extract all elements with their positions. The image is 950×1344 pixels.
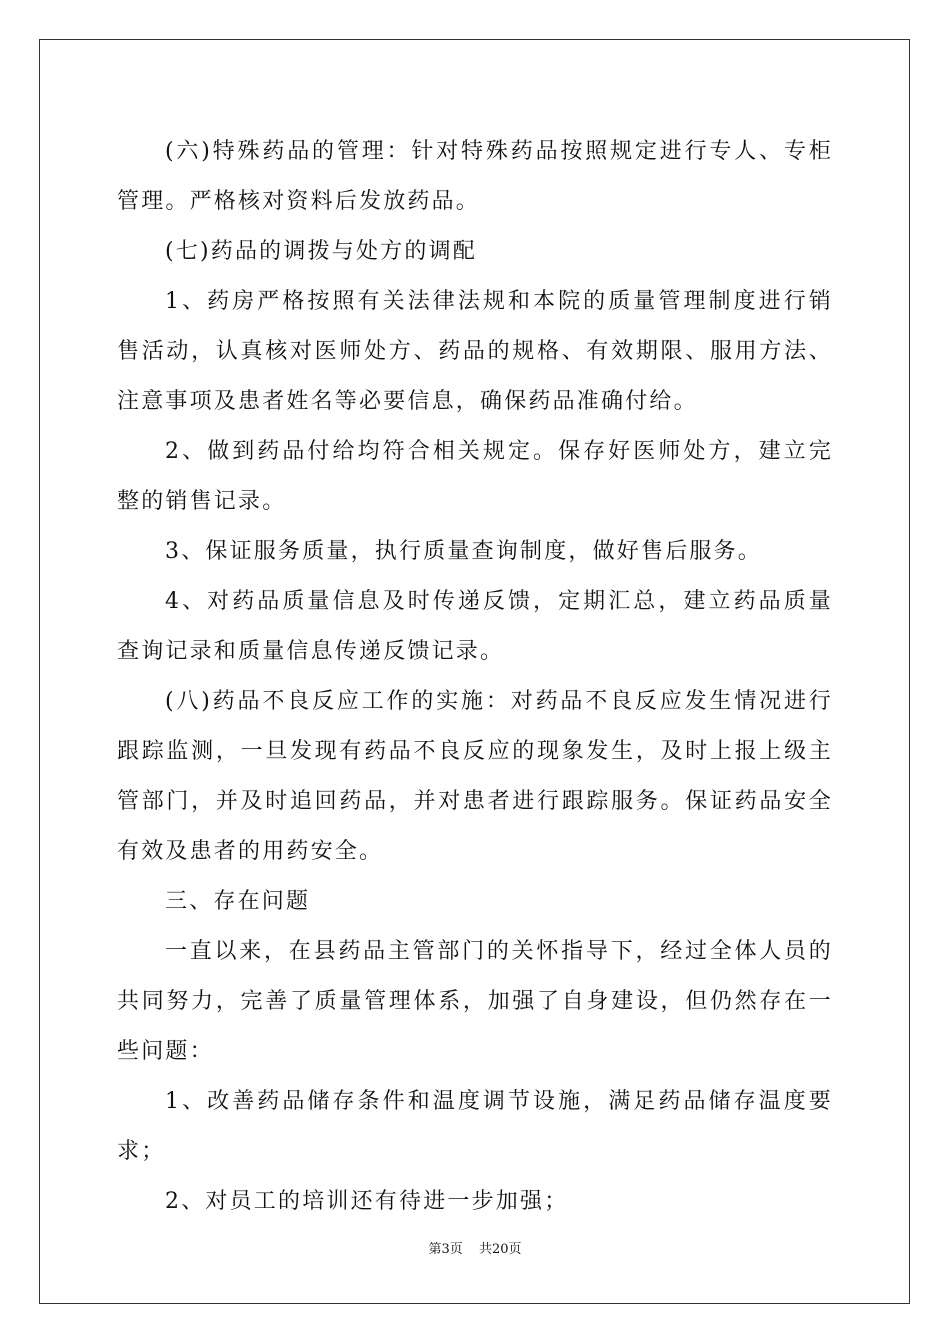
paragraph-problem-1: 1、改善药品储存条件和温度调节设施，满足药品储存温度要求； [117,1089,833,1164]
document-body [117,127,833,1227]
paragraph-adverse-reactions: (八)药品不良反应工作的实施：对药品不良反应发生情况进行跟踪监测，一旦发现有药品不良反应的现象发生，及时上报上级主管部门，并及时追回药品，并对患者进行跟踪服务。保证药品安全有效及患者的用药安全。 [117,689,833,864]
paragraph-problems-intro: 一直以来，在县药品主管部门的关怀指导下，经过全体人员的共同努力，完善了质量管理体系，加强了自身建设，但仍然存在一些问题： [117,939,833,1064]
paragraph-problem-2: 2、对员工的培训还有待进一步加强； [165,1189,569,1214]
paragraph-item-4: 4、对药品质量信息及时传递反馈，定期汇总，建立药品质量查询记录和质量信息传递反馈记录。 [117,589,833,664]
paragraph-special-drugs: (六)特殊药品的管理：针对特殊药品按照规定进行专人、专柜管理。严格核对资料后发放药品。 [117,139,833,214]
page-total: 共20页 [478,1242,522,1257]
paragraph-item-3: 3、保证服务质量，执行质量查询制度，做好售后服务。 [165,539,762,564]
heading-drug-transfer: (七)药品的调拨与处方的调配 [165,239,477,264]
page-footer [0,1240,950,1260]
paragraph-item-2: 2、做到药品付给均符合相关规定。保存好医师处方，建立完整的销售记录。 [117,439,833,514]
page-number: 第3页 [428,1242,463,1257]
paragraph-item-1: 1、药房严格按照有关法律法规和本院的质量管理制度进行销售活动，认真核对医师处方、药品的规格、有效期限、服用方法、注意事项及患者姓名等必要信息，确保药品准确付给。 [117,289,833,414]
section-heading-problems: 三、存在问题 [165,889,311,914]
